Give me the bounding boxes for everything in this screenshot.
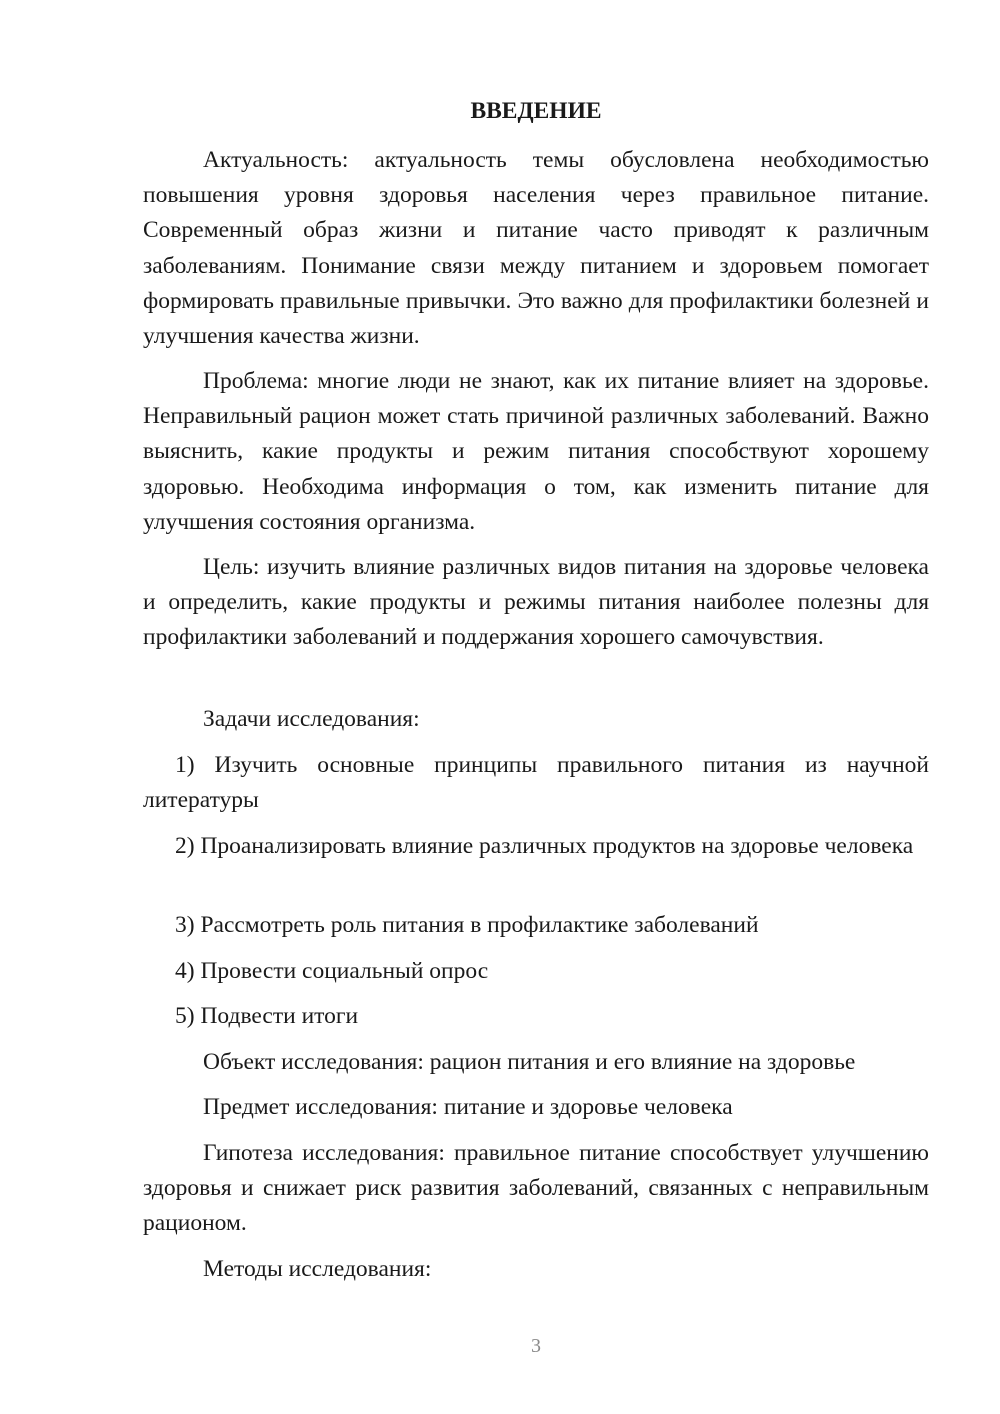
page-number: 3: [531, 1335, 541, 1357]
task-item-2: 2) Проанализировать влияние различных продуктов на здоровье человека: [175, 833, 914, 859]
goal-paragraph: Цель: изучить влияние различных видов питания на здоровье человека и определить, какие продукты и режимы питания наиболее полезны для профилактики заболеваний и поддержания хорошего самочувствия.: [143, 554, 929, 651]
object-paragraph: Объект исследования: рацион питания и его влияние на здоровье: [203, 1049, 856, 1075]
methods-label: Методы исследования:: [203, 1256, 432, 1282]
document-page: [143, 0, 929, 1414]
subject-paragraph: Предмет исследования: питание и здоровье человека: [203, 1094, 733, 1120]
task-item-3: 3) Рассмотреть роль питания в профилактике заболеваний: [175, 912, 759, 938]
section-heading: ВВЕДЕНИЕ: [470, 98, 602, 124]
task-item-5: 5) Подвести итоги: [175, 1003, 359, 1029]
hypothesis-paragraph: Гипотеза исследования: правильное питание способствует улучшению здоровья и снижает риск развития заболеваний, связанных с неправильным рационом.: [143, 1140, 929, 1237]
task-item-1: 1) Изучить основные принципы правильного питания из научной литературы: [143, 752, 929, 814]
problem-paragraph: Проблема: многие люди не знают, как их питание влияет на здоровье. Неправильный рацион может стать причиной различных заболеваний. Важно выяснить, какие продукты и режим питания способствуют хорошему здоровью. Необходима информация о том, как изменить питание для улучшения состояния организма.: [143, 368, 929, 535]
tasks-label: Задачи исследования:: [203, 706, 420, 732]
relevance-paragraph: Актуальность: актуальность темы обусловлена необходимостью повышения уровня здоровья населения через правильное питание. Современный образ жизни и питание часто приводят к различным заболеваниям. Понимание связи между питанием и здоровьем помогает формировать правильные привычки. Это важно для профилактики болезней и улучшения качества жизни.: [143, 147, 929, 350]
task-item-4: 4) Провести социальный опрос: [175, 958, 489, 984]
